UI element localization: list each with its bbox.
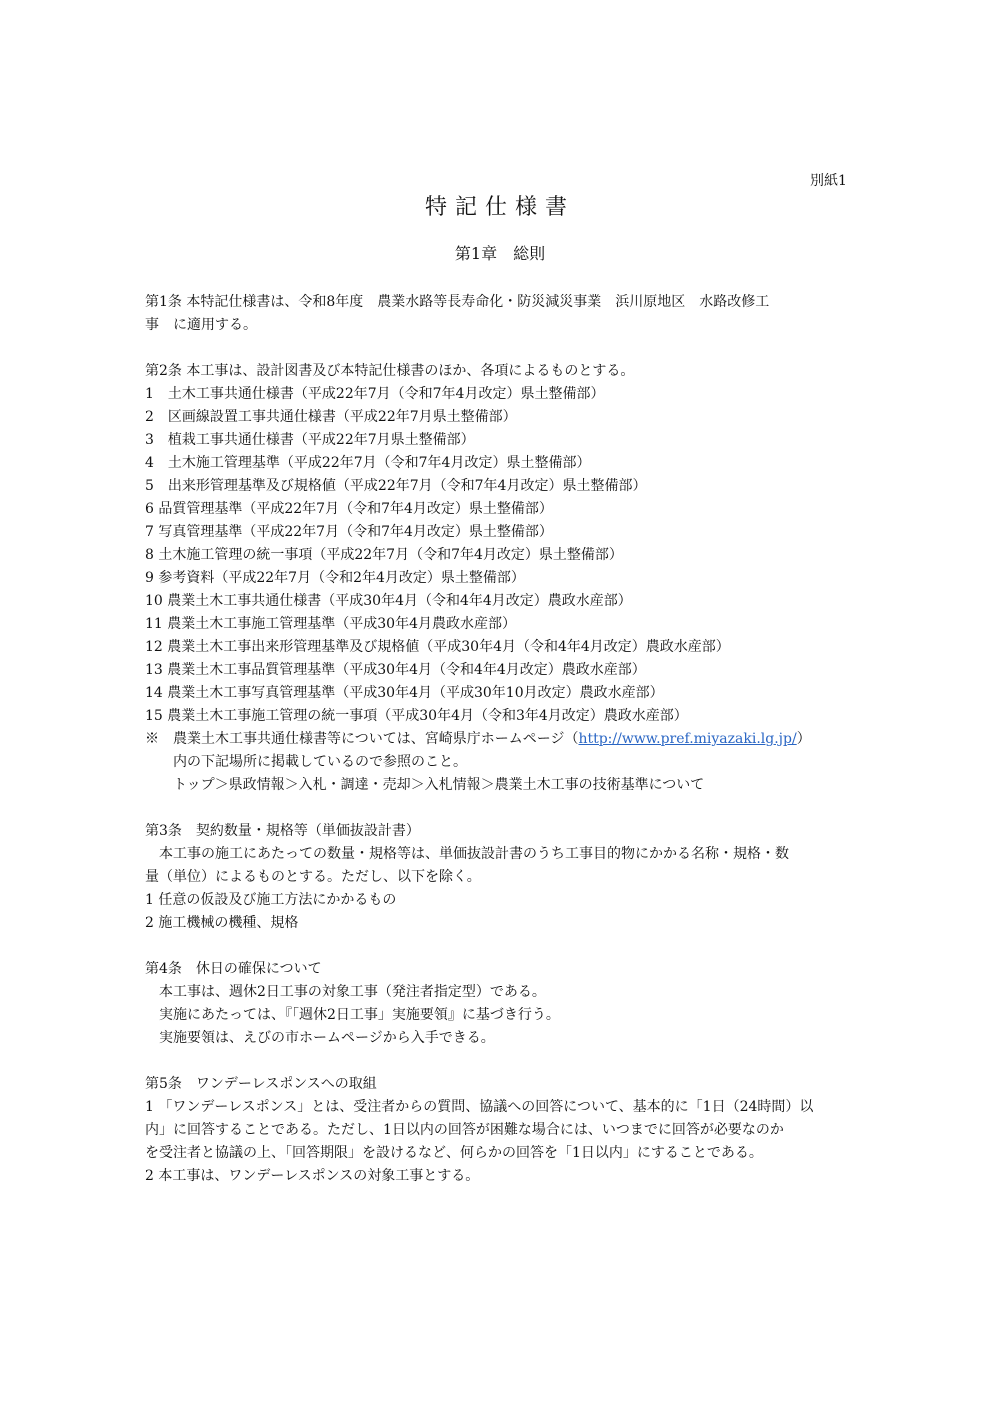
article-2-note-line-3: トップ＞県政情報＞入札・調達・売却＞入札情報＞農業土木工事の技術基準について: [173, 777, 705, 793]
article-2-item: 9 参考資料（平成22年7月（令和2年4月改定）県土整備部）: [145, 570, 525, 586]
chapter-heading: 第1章 総則: [454, 244, 546, 263]
document-title: 特記仕様書: [424, 195, 575, 220]
article-2-item: 7 写真管理基準（平成22年7月（令和7年4月改定）県土整備部）: [145, 524, 553, 540]
article-4-line-1: 本工事は、週休2日工事の対象工事（発注者指定型）である。: [159, 984, 546, 1000]
article-3-item: 1 任意の仮設及び施工方法にかかるもの: [145, 892, 397, 908]
article-3-line-1: 本工事の施工にあたっての数量・規格等は、単価抜設計書のうち工事目的物にかかる名称・規格・数: [159, 846, 789, 862]
article-2-item: 4 土木施工管理基準（平成22年7月（令和7年4月改定）県土整備部）: [145, 455, 591, 471]
attachment-label: 別紙1: [810, 173, 847, 189]
article-2-item: 3 植栽工事共通仕様書（平成22年7月県土整備部）: [145, 432, 475, 448]
article-4-heading: 第4条 休日の確保について: [145, 961, 322, 977]
article-2-item: 10 農業土木工事共通仕様書（平成30年4月（令和4年4月改定）農政水産部）: [145, 593, 632, 609]
article-5-line-3: を受注者と協議の上、「回答期限」を設けるなど、何らかの回答を「1日以内」にすることである。: [145, 1145, 763, 1161]
article-3-item: 2 施工機械の機種、規格: [145, 915, 299, 931]
article-5-line-2: 内」に回答することである。ただし、1日以内の回答が困難な場合には、いつまでに回答が必要なのか: [145, 1122, 784, 1138]
article-2-item: 1 土木工事共通仕様書（平成22年7月（令和7年4月改定）県土整備部）: [145, 386, 605, 402]
article-5-line-1: 1 「ワンデーレスポンス」とは、受注者からの質問、協議への回答について、基本的に「1日（24時間）以: [145, 1099, 814, 1115]
article-2-note-line-2: 内の下記場所に掲載しているので参照のこと。: [173, 754, 467, 770]
note-suffix: ）: [796, 731, 811, 747]
article-3-line-2: 量（単位）によるものとする。ただし、以下を除く。: [145, 869, 481, 885]
article-2-item: 11 農業土木工事施工管理基準（平成30年4月農政水産部）: [145, 616, 516, 632]
article-2-item: 14 農業土木工事写真管理基準（平成30年4月（平成30年10月改定）農政水産部）: [145, 685, 664, 701]
article-5-line-4: 2 本工事は、ワンデーレスポンスの対象工事とする。: [145, 1168, 480, 1184]
note-prefix: ※ 農業土木工事共通仕様書等については、宮崎県庁ホームページ（: [145, 731, 579, 747]
article-2-item: 6 品質管理基準（平成22年7月（令和7年4月改定）県土整備部）: [145, 501, 553, 517]
article-4-line-2: 実施にあたっては、『「週休2日工事」実施要領』に基づき行う。: [159, 1007, 560, 1023]
article-2-note: [145, 728, 860, 751]
article-1-line-1: 第1条 本特記仕様書は、令和8年度 農業水路等長寿命化・防災減災事業 浜川原地区 水路改修工: [145, 294, 770, 310]
document-body: [145, 291, 860, 1188]
article-4-line-3: 実施要領は、えびの市ホームページから入手できる。: [159, 1030, 495, 1046]
article-2-heading: 第2条 本工事は、設計図書及び本特記仕様書のほか、各項によるものとする。: [145, 363, 635, 379]
article-2-item: 13 農業土木工事品質管理基準（平成30年4月（令和4年4月改定）農政水産部）: [145, 662, 646, 678]
article-2-item: 8 土木施工管理の統一事項（平成22年7月（令和7年4月改定）県土整備部）: [145, 547, 623, 563]
article-2-item: 5 出来形管理基準及び規格値（平成22年7月（令和7年4月改定）県土整備部）: [145, 478, 647, 494]
article-1-line-2: 事 に適用する。: [145, 317, 257, 333]
article-3-heading: 第3条 契約数量・規格等（単価抜設計書）: [145, 823, 420, 839]
article-2-item: 12 農業土木工事出来形管理基準及び規格値（平成30年4月（令和4年4月改定）農政水産部）: [145, 639, 730, 655]
prefecture-website-link[interactable]: http://www.pref.miyazaki.lg.jp/: [578, 731, 797, 747]
article-2-item: 2 区画線設置工事共通仕様書（平成22年7月県土整備部）: [145, 409, 517, 425]
article-5-heading: 第5条 ワンデーレスポンスへの取組: [145, 1076, 377, 1092]
article-2-item: 15 農業土木工事施工管理の統一事項（平成30年4月（令和3年4月改定）農政水産部）: [145, 708, 688, 724]
